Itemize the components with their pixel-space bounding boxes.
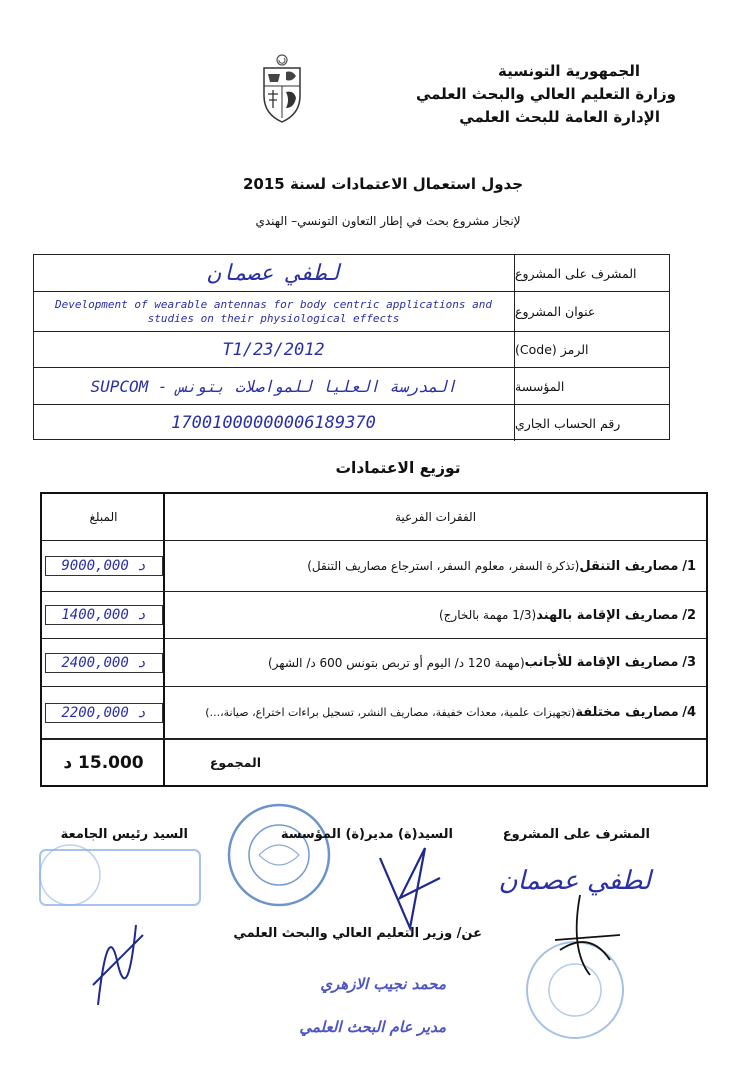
handwritten-institution: SUPCOM - المدرسة العليا للمواصلات بتونس [90,376,457,396]
allocation-amount [42,541,165,591]
handwritten-amount: د 1400,000 [45,605,163,625]
info-row-project-title [34,292,669,332]
allocation-section-title: توزيع الاعتمادات [335,459,461,477]
item-detail: (1/3 مهمة بالخارج) [438,608,537,622]
item-title: مصاريف التنقل [579,558,679,574]
allocation-row-travel [42,541,706,592]
allocation-amount [42,639,165,686]
info-row-account [34,405,669,441]
on-behalf-of-minister: عن/ وزير التعليم العالي والبحث العلمي [233,926,482,941]
allocation-row-foreign-stay [42,639,706,687]
allocation-item [163,639,706,686]
handwritten-amount: د 9000,000 [45,556,163,576]
allocation-header-row [42,494,706,541]
director-general-title: مدير عام البحث العلمي [299,1018,446,1036]
handwritten-account-number: 17001000000006189370 [171,413,376,433]
president-signature-label: السيد رئيس الجامعة [60,827,188,842]
allocation-amount [42,592,165,638]
coat-of-arms-emblem [256,52,308,126]
item-number: 2/ [682,607,696,623]
item-detail: (تذكرة السفر، معلوم السفر، استرجاع مصاريف التنقل) [307,559,580,573]
item-number: 1/ [682,558,696,574]
total-label: المجموع [163,740,706,785]
allocation-row-india-stay [42,592,706,639]
handwritten-project-code: T1/23/2012 [222,339,325,360]
ministry-header [346,60,676,129]
handwritten-project-title: Development of wearable antennas for body centric applications and studies on their physiological effects [54,297,493,325]
info-label: المشرف على المشروع [514,255,669,291]
info-label: عنوان المشروع [514,292,669,331]
item-detail: (تجهيزات علمية، معدات خفيفة، مصاريف النشر، تسجيل براءات اختراع، صيانة،...) [205,706,576,719]
header-line-ministry: وزارة التعليم العالي والبحث العلمي [415,85,676,103]
handwritten-amount: د 2200,000 [45,703,163,723]
allocation-item [163,541,706,591]
president-scribble-signature [88,905,148,1015]
institution-stamp-icon [224,800,334,910]
item-title: مصاريف مختلفة [575,705,679,720]
header-amount: المبلغ [89,510,118,524]
project-info-table [33,254,670,440]
info-label: رقم الحساب الجاري [514,405,669,441]
director-general-name: محمد نجيب الازهري [320,975,446,993]
info-row-institution [34,368,669,405]
supervisor-scribble-signature [540,890,630,980]
header-line-republic: الجمهورية التونسية [498,62,640,80]
document-subtitle: لإنجاز مشروع بحث في إطار التعاون التونسي– الهندي [255,214,521,228]
document-title: جدول استعمال الاعتمادات لسنة 2015 [242,175,524,193]
header-subitems: الفقرات الفرعية [163,494,706,540]
director-scribble-signature [370,838,450,938]
info-row-code [34,332,669,368]
item-number: 4/ [682,705,696,720]
allocation-item [163,687,706,738]
header-line-directorate: الإدارة العامة للبحث العلمي [459,108,660,126]
item-title: مصاريف الإقامة بالهند [536,607,679,623]
total-value: 15.000 د [63,752,144,773]
handwritten-amount: د 2400,000 [45,653,163,673]
allocation-table [40,492,708,787]
info-label: الرمز (Code) [514,332,669,367]
allocation-amount [42,687,165,738]
item-detail: (مهمة 120 د/ اليوم أو تربص بتونس 600 د/ الشهر) [267,655,525,670]
item-number: 3/ [682,655,696,670]
tunisia-coat-of-arms-icon [256,52,308,126]
director-signature-label: السيد(ة) مدير(ة) المؤسسة [280,827,453,842]
info-label: المؤسسة [514,368,669,404]
info-row-supervisor [34,255,669,292]
supervisor-signature-label: المشرف على المشروع [502,827,650,842]
allocation-item [163,592,706,638]
handwritten-supervisor-name: لطفي عصمان [207,260,340,286]
allocation-total-row [42,739,706,785]
item-title: مصاريف الإقامة للأجانب [524,655,679,670]
allocation-row-misc [42,687,706,739]
supervisor-handwritten-signature: لطفي عصمان [498,866,651,896]
